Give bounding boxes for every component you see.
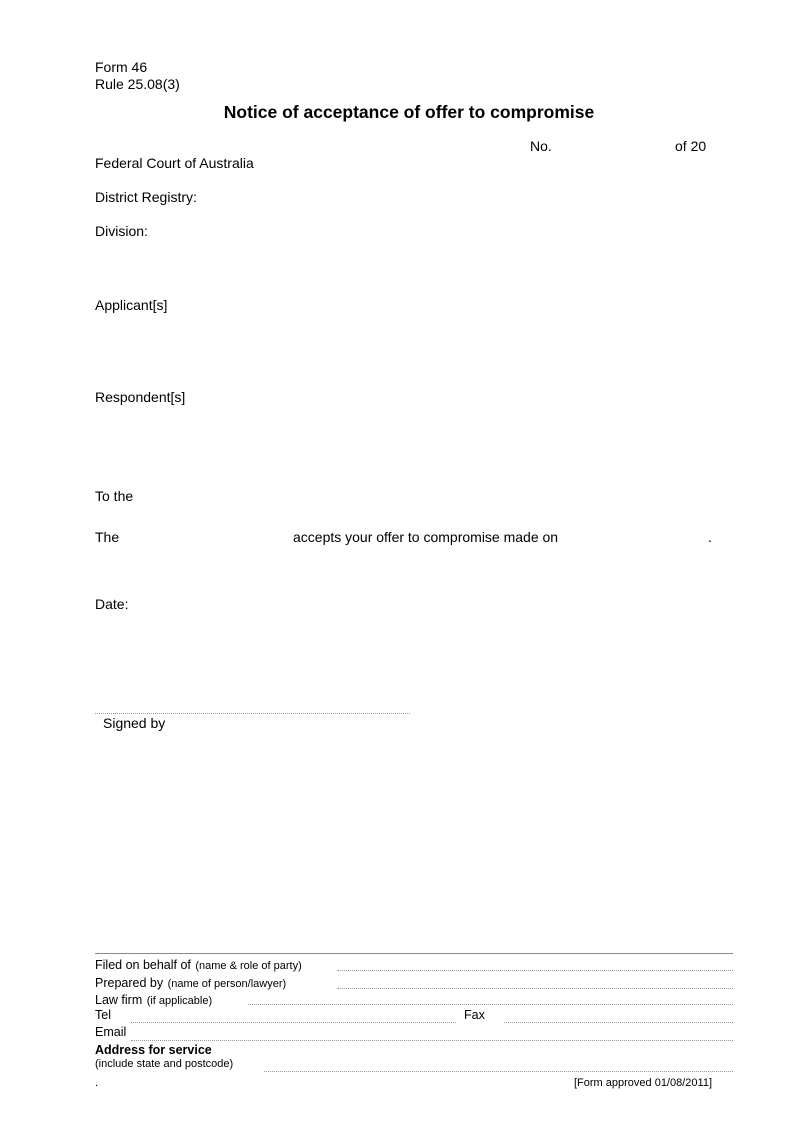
to-the-label: To the — [95, 488, 134, 504]
tel-label: Tel — [95, 1008, 111, 1022]
tel-field[interactable] — [131, 1022, 456, 1023]
accepts-offer-text: accepts your offer to compromise made on — [293, 529, 559, 545]
division-label: Division: — [95, 223, 148, 239]
address-field[interactable] — [264, 1071, 733, 1072]
form-rule: Rule 25.08(3) — [95, 76, 180, 92]
address-for-service-hint: (include state and postcode) — [95, 1058, 234, 1070]
file-year-label: of 20 — [675, 138, 707, 154]
law-firm-field[interactable] — [248, 1004, 733, 1005]
page-title: Notice of acceptance of offer to compromise — [223, 102, 595, 122]
the-label: The — [95, 529, 120, 545]
filed-on-behalf-row — [95, 956, 302, 974]
form-number: Form 46 — [95, 59, 148, 75]
applicants-label: Applicant[s] — [95, 297, 168, 313]
respondents-label: Respondent[s] — [95, 389, 186, 405]
filed-on-behalf-field[interactable] — [337, 970, 733, 971]
file-number-label: No. — [530, 138, 552, 154]
form-approved-note: [Form approved 01/08/2011] — [574, 1077, 712, 1089]
email-label: Email — [95, 1025, 127, 1039]
signed-by-label: Signed by — [103, 715, 166, 731]
prepared-by-hint: (name of person/lawyer) — [167, 978, 287, 990]
address-for-service-label: Address for service — [95, 1043, 212, 1057]
signature-line — [95, 713, 410, 714]
date-label: Date: — [95, 596, 129, 612]
sentence-end-period: . — [708, 529, 712, 545]
email-field[interactable] — [131, 1040, 733, 1041]
prepared-by-field[interactable] — [337, 988, 733, 989]
law-firm-hint: (if applicable) — [146, 995, 213, 1007]
district-registry-label: District Registry: — [95, 189, 197, 205]
filed-on-behalf-label: Filed on behalf of — [95, 958, 191, 972]
court-name: Federal Court of Australia — [95, 155, 254, 171]
prepared-by-row — [95, 974, 286, 992]
fax-label: Fax — [464, 1008, 485, 1022]
filed-on-behalf-hint: (name & role of party) — [195, 960, 302, 972]
fax-field[interactable] — [504, 1022, 733, 1023]
law-firm-row — [95, 991, 212, 1009]
footer-top-rule — [95, 953, 733, 954]
law-firm-label: Law firm — [95, 993, 143, 1007]
prepared-by-label: Prepared by — [95, 976, 164, 990]
footer-dot: . — [95, 1077, 99, 1089]
